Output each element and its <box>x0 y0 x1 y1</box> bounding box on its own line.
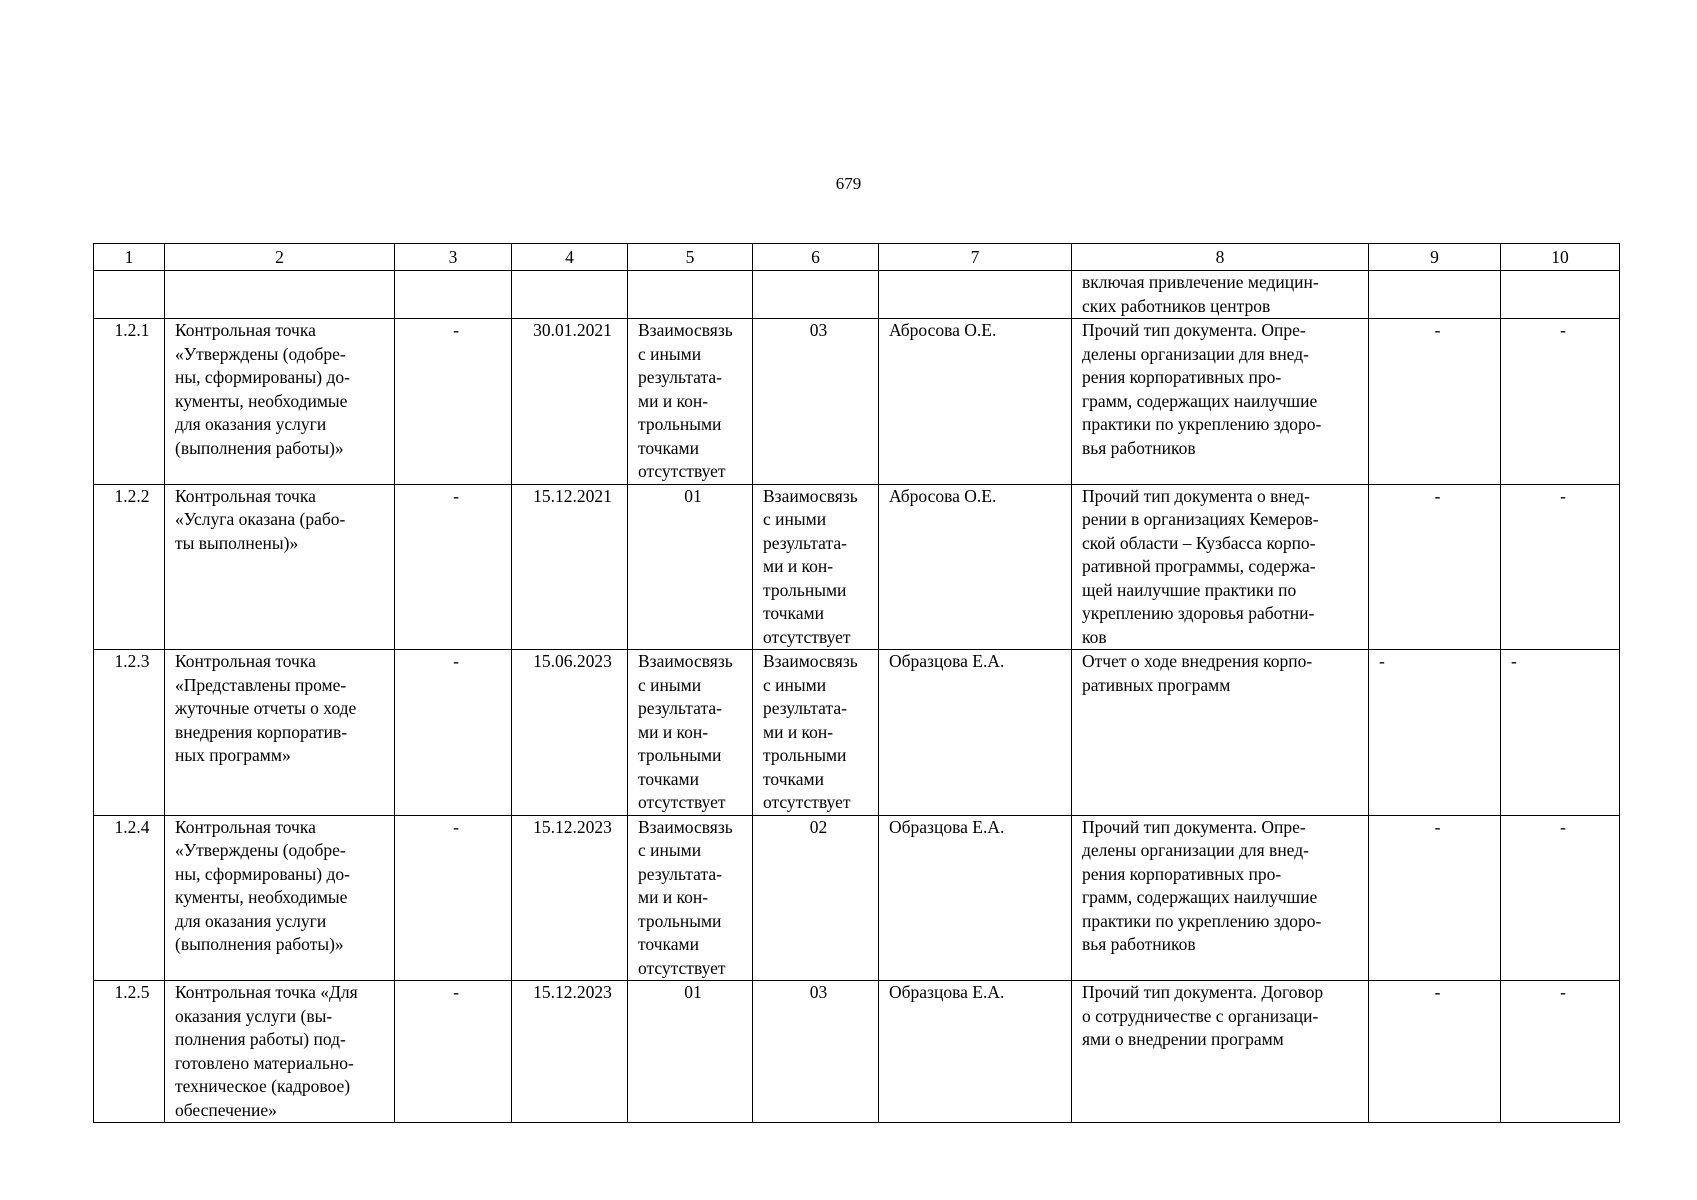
text-line: отсутствует <box>763 792 851 812</box>
text-line: с иными <box>638 343 702 364</box>
column-header: 8 <box>1072 244 1369 271</box>
text-line: ской области – Кузбасса корпо- <box>1082 532 1316 553</box>
text-line: Контрольная точка «Для <box>175 982 358 1002</box>
column-header: 2 <box>165 244 395 271</box>
text-line: оказания услуги (вы- <box>175 1005 333 1026</box>
row-number: 1.2.4 <box>94 815 165 981</box>
text-line: щей наилучшие практики по <box>1082 579 1297 600</box>
text-line: точками <box>638 934 699 954</box>
page-number: 679 <box>835 174 862 193</box>
text-line: трольными <box>763 579 847 600</box>
col3-value: - <box>395 815 512 981</box>
date-cell: 15.12.2023 <box>512 981 628 1123</box>
control-point-name <box>165 650 395 816</box>
text-line: Взаимосвязь <box>638 816 733 837</box>
date-cell: 30.01.2021 <box>512 319 628 485</box>
text-line: ных программ» <box>175 745 291 765</box>
text-line: рения корпоративных про- <box>1082 367 1282 387</box>
control-point-name <box>165 484 395 650</box>
col3-value: - <box>395 981 512 1123</box>
text-line: Контрольная точка <box>175 816 316 837</box>
text-line: обеспечение» <box>175 1099 277 1120</box>
text-line: вья работников <box>1082 437 1196 458</box>
document-cell <box>1072 271 1369 319</box>
col10-value: - <box>1501 319 1620 485</box>
text-line: 01 <box>684 485 702 506</box>
text-line: ми и кон- <box>763 556 834 576</box>
table-cell <box>165 271 395 319</box>
column-header: 10 <box>1501 244 1620 271</box>
table-row <box>94 484 1620 650</box>
column-header: 9 <box>1369 244 1501 271</box>
control-points-table <box>93 243 1620 1123</box>
text-line: с иными <box>763 509 827 529</box>
row-number: 1.2.2 <box>94 484 165 650</box>
successor-cell <box>753 981 879 1123</box>
col10-value: - <box>1501 650 1620 816</box>
text-line: точками <box>763 603 824 623</box>
text-line: (выполнения работы)» <box>175 934 344 954</box>
text-line: Контрольная точка <box>175 651 316 671</box>
text-line: Прочий тип документа о внед- <box>1082 485 1311 506</box>
text-line: грамм, содержащих наилучшие <box>1082 887 1318 907</box>
control-point-name <box>165 981 395 1123</box>
table-row <box>94 650 1620 816</box>
text-line: жуточные отчеты о ходе <box>175 698 357 718</box>
text-line: ны, сформированы) до- <box>175 367 350 387</box>
text-line: Контрольная точка <box>175 485 316 506</box>
table-cell <box>512 271 628 319</box>
text-line: Прочий тип документа. Опре- <box>1082 816 1306 837</box>
col9-value: - <box>1369 815 1501 981</box>
column-header: 1 <box>94 244 165 271</box>
text-line: отсутствует <box>763 626 851 647</box>
text-line: 02 <box>809 816 828 837</box>
continuation-row <box>94 271 1620 319</box>
document-cell <box>1072 981 1369 1123</box>
table-cell <box>1501 271 1620 319</box>
date-cell: 15.06.2023 <box>512 650 628 816</box>
text-line: трольными <box>763 745 847 765</box>
table-cell <box>753 271 879 319</box>
text-line: точками <box>638 768 699 789</box>
text-line: ских работников центров <box>1082 295 1271 316</box>
document-cell <box>1072 319 1369 485</box>
header-row <box>94 244 1620 271</box>
text-line: трольными <box>638 910 722 931</box>
date-cell: 15.12.2021 <box>512 484 628 650</box>
text-line: ты выполнены)» <box>175 532 299 553</box>
col3-value: - <box>395 484 512 650</box>
text-line: ями о внедрении программ <box>1082 1029 1284 1049</box>
table-cell <box>1369 271 1501 319</box>
responsible-cell: Образцова Е.А. <box>879 650 1072 816</box>
date-cell: 15.12.2023 <box>512 815 628 981</box>
text-line: практики по укреплению здоро- <box>1082 414 1322 434</box>
text-line: Взаимосвязь <box>638 320 733 340</box>
text-line: (выполнения работы)» <box>175 437 344 458</box>
column-header: 3 <box>395 244 512 271</box>
text-line: 03 <box>809 320 828 340</box>
text-line: практики по укреплению здоро- <box>1082 910 1322 931</box>
document-cell <box>1072 484 1369 650</box>
text-line: результата- <box>763 532 847 553</box>
text-line: Взаимосвязь <box>763 485 858 506</box>
text-line: ративной программы, содержа- <box>1082 556 1316 576</box>
text-line: для оказания услуги <box>175 414 327 434</box>
text-line: результата- <box>638 863 722 884</box>
responsible-cell: Образцова Е.А. <box>879 981 1072 1123</box>
text-line: готовлено материально- <box>175 1052 354 1073</box>
successor-cell <box>753 484 879 650</box>
column-header: 4 <box>512 244 628 271</box>
col9-value: - <box>1369 319 1501 485</box>
table-row <box>94 981 1620 1123</box>
text-line: «Представлены проме- <box>175 674 347 695</box>
text-line: трольными <box>638 745 722 765</box>
text-line: ми и кон- <box>638 721 709 742</box>
text-line: ми и кон- <box>638 887 709 907</box>
text-line: укреплению здоровья работни- <box>1082 603 1315 623</box>
text-line: Прочий тип документа. Опре- <box>1082 320 1306 340</box>
control-point-name <box>165 319 395 485</box>
predecessor-cell <box>628 319 753 485</box>
text-line: рения корпоративных про- <box>1082 863 1282 884</box>
text-line: грамм, содержащих наилучшие <box>1082 390 1318 411</box>
column-header: 6 <box>753 244 879 271</box>
table-row <box>94 319 1620 485</box>
text-line: ративных программ <box>1082 674 1231 695</box>
text-line: Взаимосвязь <box>763 651 858 671</box>
col10-value: - <box>1501 981 1620 1123</box>
text-line: с иными <box>763 674 827 695</box>
successor-cell <box>753 650 879 816</box>
text-line: с иными <box>638 840 702 860</box>
text-line: ми и кон- <box>763 721 834 742</box>
col9-value: - <box>1369 650 1501 816</box>
predecessor-cell <box>628 650 753 816</box>
text-line: отсутствует <box>638 461 726 481</box>
text-line: результата- <box>763 698 847 718</box>
text-line: делены организации для внед- <box>1082 343 1309 364</box>
col10-value: - <box>1501 815 1620 981</box>
text-line: отсутствует <box>638 792 726 812</box>
text-line: 03 <box>809 982 828 1002</box>
text-line: результата- <box>638 698 722 718</box>
text-line: результата- <box>638 367 722 387</box>
text-line: кументы, необходимые <box>175 390 348 411</box>
table-cell <box>879 271 1072 319</box>
text-line: полнения работы) под- <box>175 1029 346 1049</box>
text-line: внедрения корпоратив- <box>175 721 348 742</box>
text-line: включая привлечение медицин- <box>1082 272 1319 292</box>
text-line: Отчет о ходе внедрения корпо- <box>1082 651 1313 671</box>
text-line: ны, сформированы) до- <box>175 863 350 884</box>
document-cell <box>1072 650 1369 816</box>
row-number: 1.2.5 <box>94 981 165 1123</box>
table-cell <box>94 271 165 319</box>
text-line: ми и кон- <box>638 390 709 411</box>
successor-cell <box>753 815 879 981</box>
predecessor-cell <box>628 815 753 981</box>
responsible-cell: Абросова О.Е. <box>879 484 1072 650</box>
table-cell <box>395 271 512 319</box>
text-line: Взаимосвязь <box>638 651 733 671</box>
text-line: кументы, необходимые <box>175 887 348 907</box>
text-line: с иными <box>638 674 702 695</box>
control-point-name <box>165 815 395 981</box>
successor-cell <box>753 319 879 485</box>
text-line: точками <box>763 768 824 789</box>
col3-value: - <box>395 650 512 816</box>
text-line: «Утверждены (одобре- <box>175 840 346 860</box>
col9-value: - <box>1369 484 1501 650</box>
text-line: для оказания услуги <box>175 910 327 931</box>
col9-value: - <box>1369 981 1501 1123</box>
row-number: 1.2.1 <box>94 319 165 485</box>
text-line: рении в организациях Кемеров- <box>1082 509 1319 529</box>
predecessor-cell <box>628 981 753 1123</box>
responsible-cell: Абросова О.Е. <box>879 319 1072 485</box>
text-line: делены организации для внед- <box>1082 840 1309 860</box>
row-number: 1.2.3 <box>94 650 165 816</box>
col10-value: - <box>1501 484 1620 650</box>
text-line: Контрольная точка <box>175 320 316 340</box>
text-line: техническое (кадровое) <box>175 1076 351 1096</box>
table-row <box>94 815 1620 981</box>
column-header: 5 <box>628 244 753 271</box>
table-cell <box>628 271 753 319</box>
text-line: точками <box>638 437 699 458</box>
text-line: трольными <box>638 414 722 434</box>
text-line: о сотрудничестве с организаци- <box>1082 1005 1319 1026</box>
text-line: Прочий тип документа. Договор <box>1082 982 1324 1002</box>
text-line: «Услуга оказана (рабо- <box>175 509 346 529</box>
text-line: вья работников <box>1082 934 1196 954</box>
text-line: «Утверждены (одобре- <box>175 343 346 364</box>
predecessor-cell <box>628 484 753 650</box>
responsible-cell: Образцова Е.А. <box>879 815 1072 981</box>
text-line: 01 <box>684 982 702 1002</box>
document-cell <box>1072 815 1369 981</box>
col3-value: - <box>395 319 512 485</box>
text-line: отсутствует <box>638 957 726 978</box>
text-line: ков <box>1082 626 1107 647</box>
column-header: 7 <box>879 244 1072 271</box>
